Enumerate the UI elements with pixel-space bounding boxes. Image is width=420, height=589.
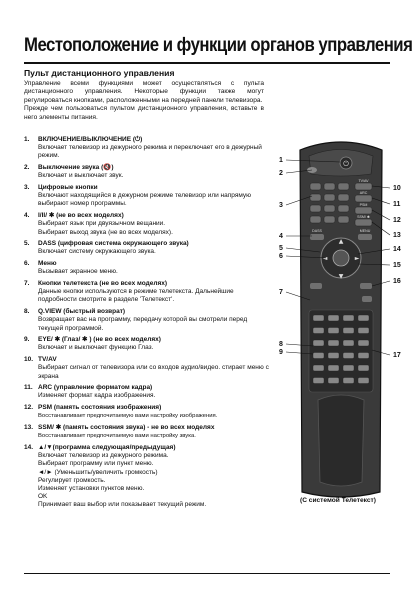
number-key bbox=[338, 205, 349, 212]
teletext-key bbox=[358, 315, 369, 321]
function-key-label: TV/AV bbox=[358, 179, 369, 183]
teletext-key bbox=[343, 315, 354, 321]
teletext-key bbox=[313, 315, 324, 321]
teletext-key bbox=[343, 365, 354, 371]
function-key-label: ARC bbox=[359, 191, 368, 195]
number-key bbox=[310, 194, 321, 201]
item-heading: Выключение звука (🔇) bbox=[38, 164, 114, 172]
down-arrow-icon: ▼ bbox=[338, 273, 344, 280]
callout-number: 14 bbox=[393, 246, 401, 253]
item-description: Включает телевизор из дежурного режима. bbox=[38, 452, 169, 460]
teletext-key bbox=[358, 328, 369, 334]
item-number: 9. bbox=[24, 336, 30, 344]
teletext-key bbox=[328, 365, 339, 371]
up-arrow-icon: ▲ bbox=[338, 238, 344, 245]
item-number: 8. bbox=[24, 308, 30, 316]
menu-key bbox=[358, 234, 372, 240]
item-number: 13. bbox=[24, 424, 34, 432]
number-key bbox=[338, 183, 349, 190]
item-heading: SSM/ ✱ (память состояния звука) - не во всех моделях bbox=[38, 424, 215, 432]
item-description: Изменяет установки пунктов меню. bbox=[38, 485, 145, 493]
item-description: Включает телевизор из дежурного режима и переключает его в дежурный режим. bbox=[38, 144, 262, 160]
left-arrow-icon: ◄ bbox=[322, 255, 328, 262]
item-number: 10. bbox=[24, 356, 34, 364]
callout-number: 5 bbox=[279, 245, 283, 252]
section-title: Пульт дистанционного управления bbox=[24, 68, 175, 78]
teletext-key bbox=[313, 353, 324, 359]
item-description: Изменяет формат кадра изображения. bbox=[38, 392, 156, 400]
item-heading: TV/AV bbox=[38, 356, 57, 364]
callout-number: 13 bbox=[393, 232, 401, 239]
callout-number: 8 bbox=[279, 341, 283, 348]
figure-caption: (С системой Телетекст) bbox=[300, 497, 376, 504]
item-heading: EYE/ ✱ (Глаз/ ✱ ) (не во всех моделях) bbox=[38, 336, 161, 344]
item-number: 2. bbox=[24, 164, 30, 172]
callout-number: 2 bbox=[279, 170, 283, 177]
page-title: Местоположение и функции органов управления bbox=[24, 34, 413, 56]
teletext-key bbox=[313, 328, 324, 334]
item-description: Регулирует громкость. bbox=[38, 476, 106, 484]
power-icon: ⏻ bbox=[343, 160, 349, 168]
teletext-key bbox=[343, 353, 354, 359]
teletext-key bbox=[313, 365, 324, 371]
number-key bbox=[324, 183, 335, 190]
item-description: Выбирает выход звука (не во всех моделях). bbox=[38, 228, 173, 236]
function-key-label: PSM bbox=[359, 203, 368, 207]
function-key bbox=[355, 207, 372, 214]
item-description: ◄/► (Уменьшить/увеличить громкость) bbox=[38, 468, 158, 476]
function-key bbox=[355, 195, 372, 202]
item-heading: ▲/▼(программа следующая/предыдущая) bbox=[38, 444, 176, 451]
item-number: 5. bbox=[24, 240, 30, 248]
number-key bbox=[310, 205, 321, 212]
item-description: Включает и выключает функцию Глаз. bbox=[38, 344, 154, 352]
number-key bbox=[324, 205, 335, 212]
item-description: Включают находящийся в дежурном режиме телевизор или напрямую выбирают номер программы. bbox=[38, 192, 252, 208]
number-key bbox=[324, 194, 335, 201]
teletext-key bbox=[358, 378, 369, 384]
teletext-key bbox=[328, 340, 339, 346]
item-description: Восстанавливает предпочитаемую вами настройку изображения. bbox=[38, 413, 218, 420]
item-number: 12. bbox=[24, 404, 34, 412]
item-number: 11. bbox=[24, 384, 33, 392]
intro-paragraph: Управление всеми функциями может осуществляться с пульта дистанционного управления. Некоторые функции также могут регулироваться кнопками, расположенными на передней панели телевизора. bbox=[24, 80, 264, 104]
menu-label: MENU bbox=[359, 229, 371, 233]
item-description: Выбирает сигнал от телевизора или со входов аудио/видео. стирает меню с экрана bbox=[38, 364, 269, 380]
callout-number: 1 bbox=[279, 157, 283, 164]
teletext-key bbox=[358, 340, 369, 346]
dass-key bbox=[310, 234, 324, 240]
item-number: 3. bbox=[24, 184, 30, 192]
teletext-key bbox=[328, 378, 339, 384]
number-key bbox=[338, 194, 349, 201]
item-heading: DASS (цифровая система окружающего звука) bbox=[38, 240, 189, 248]
side-key bbox=[310, 283, 322, 289]
item-description: Выбирает программу или пункт меню. bbox=[38, 460, 154, 468]
function-key bbox=[355, 183, 372, 190]
item-description: Включает систему окружающего звука. bbox=[38, 248, 156, 256]
function-key bbox=[355, 219, 372, 226]
item-number: 14. bbox=[24, 444, 34, 451]
item-number: 6. bbox=[24, 260, 30, 268]
teletext-key bbox=[343, 340, 354, 346]
callout-number: 15 bbox=[393, 262, 401, 269]
callout-number: 4 bbox=[279, 233, 283, 240]
teletext-key bbox=[358, 353, 369, 359]
number-key bbox=[324, 216, 335, 223]
teletext-key bbox=[328, 328, 339, 334]
intro-paragraph: Прежде чем пользоваться пультом дистанционного управления, вставьте в него элементы питания. bbox=[24, 105, 264, 121]
item-number: 1. bbox=[24, 136, 30, 143]
item-description: Возвращает вас на программу, передачу которой вы смотрели перед текущей программой. bbox=[38, 316, 248, 332]
item-description: Вызывает экранное меню. bbox=[38, 268, 118, 276]
teletext-key bbox=[343, 378, 354, 384]
item-heading: ARC (управление форматом кадра) bbox=[38, 384, 153, 392]
dass-label: DASS bbox=[312, 229, 322, 233]
item-description: Выбирает язык при двуязычном вещании. bbox=[38, 220, 166, 228]
callout-number: 11 bbox=[393, 201, 401, 208]
item-heading: ВКЛЮЧЕНИЕ/ВЫКЛЮЧЕНИЕ (⏻) bbox=[38, 136, 143, 143]
bottom-divider bbox=[24, 573, 390, 574]
teletext-key bbox=[313, 378, 324, 384]
teletext-key bbox=[358, 365, 369, 371]
callout-number: 6 bbox=[279, 253, 283, 260]
battery-cover bbox=[318, 395, 364, 486]
item-number: 7. bbox=[24, 280, 30, 288]
teletext-key bbox=[328, 315, 339, 321]
teletext-key bbox=[343, 328, 354, 334]
callout-number: 12 bbox=[393, 217, 401, 224]
item-description: Восстанавливает предпочитаемую вами настройку звука. bbox=[38, 433, 196, 440]
item-heading: I/II/ ✱ (не во всех моделях) bbox=[38, 212, 124, 220]
callout-number: 3 bbox=[279, 202, 283, 209]
item-description: OK bbox=[38, 493, 48, 501]
item-description: Включает и выключает звук. bbox=[38, 172, 124, 180]
callout-number: 7 bbox=[279, 289, 283, 296]
item-heading: Q.VIEW (быстрый возврат) bbox=[38, 308, 126, 316]
right-arrow-icon: ► bbox=[354, 255, 360, 262]
callout-number: 10 bbox=[393, 185, 401, 192]
item-description: Принимает ваш выбор или показывает текущий режим. bbox=[38, 501, 207, 509]
item-heading: PSM (память состояния изображения) bbox=[38, 404, 162, 412]
item-heading: Меню bbox=[38, 260, 57, 268]
item-heading: Кнопки телетекста (не во всех моделях) bbox=[38, 280, 168, 288]
number-key bbox=[310, 183, 321, 190]
number-key bbox=[310, 216, 321, 223]
side-key bbox=[360, 283, 372, 289]
item-heading: Цифровые кнопки bbox=[38, 184, 98, 192]
teletext-key bbox=[328, 353, 339, 359]
ok-button bbox=[333, 250, 349, 266]
item-number: 4. bbox=[24, 212, 30, 220]
function-key-label: SSM/ ✱ bbox=[357, 215, 370, 219]
callout-number: 16 bbox=[393, 278, 401, 285]
number-key bbox=[338, 216, 349, 223]
teletext-key bbox=[313, 340, 324, 346]
side-key bbox=[362, 296, 372, 302]
item-description: Данные кнопки используются в режиме телетекста. Дальнейшие подробности смотрите в разделе 'Телетекст'. bbox=[38, 288, 234, 304]
callout-number: 9 bbox=[279, 349, 283, 356]
callout-number: 17 bbox=[393, 352, 401, 359]
